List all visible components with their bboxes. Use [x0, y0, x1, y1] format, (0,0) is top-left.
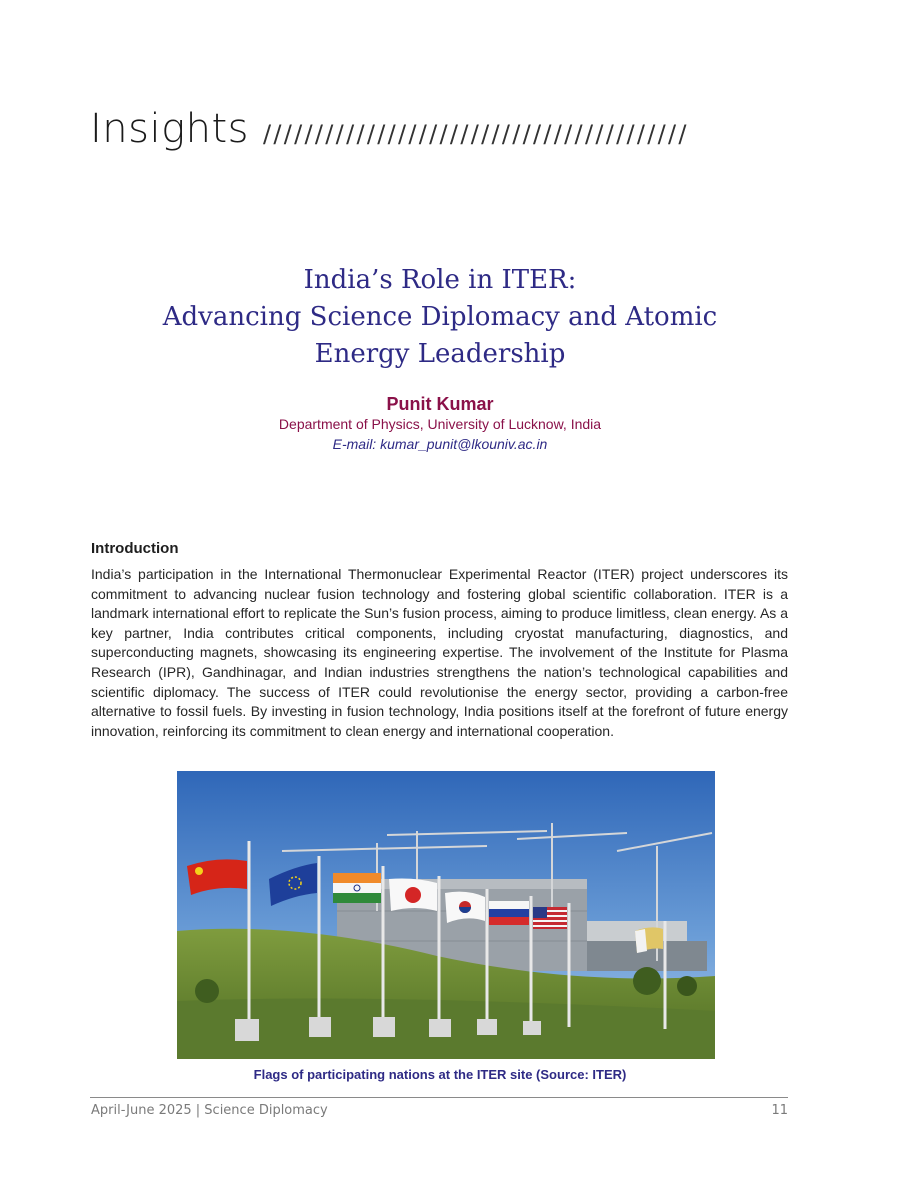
- section-slash-rule: /////////////////////////////////////////: [262, 120, 689, 148]
- bush: [633, 967, 661, 995]
- article-title-line-2: Advancing Science Diplomacy and Atomic: [162, 302, 718, 332]
- author-email: E-mail: kumar_punit@lkouniv.ac.in: [332, 436, 548, 452]
- section-header: [90, 106, 689, 152]
- footer-divider: [90, 1097, 788, 1098]
- figure-caption: Flags of participating nations at the ITER site (Source: ITER): [253, 1067, 627, 1082]
- article-title-line-1: India’s Role in ITER:: [303, 265, 577, 295]
- introduction-heading: Introduction: [91, 540, 179, 557]
- article-title-line-3: Energy Leadership: [314, 339, 566, 369]
- author-name: Punit Kumar: [386, 394, 494, 414]
- page-number: 11: [771, 1103, 788, 1118]
- footer-issue: April-June 2025 | Science Diplomacy: [91, 1103, 328, 1118]
- bush: [195, 979, 219, 1003]
- article-title: [90, 262, 790, 373]
- author-affiliation: Department of Physics, University of Lucknow, India: [278, 416, 602, 432]
- bush: [677, 976, 697, 996]
- section-title: Insights: [90, 106, 249, 152]
- introduction-body: India’s participation in the International Thermonuclear Experimental Reactor (ITER) project underscores its commitment to advancing nuclear fusion technology and fostering global scientific collaboration. ITER is a landmark international effort to replicate the Sun’s fusion process, aiming to produce limitless, clean energy. As a key partner, India contributes critical components, including cryostat manufacturing, diagnostics, and superconducting magnets, showcasing its engineering expertise. The involvement of the Institute for Plasma Research (IPR), Gandhinagar, and Indian industries strengthens the nation’s technological capabilities and scientific diplomacy. The success of ITER could revolutionise the energy sector, providing a carbon-free alternative to fossil fuels. By investing in fusion technology, India positions itself at the forefront of future energy innovation, reinforcing its commitment to clean energy and international cooperation.: [91, 566, 788, 739]
- iter-flags-photo: [177, 771, 715, 1059]
